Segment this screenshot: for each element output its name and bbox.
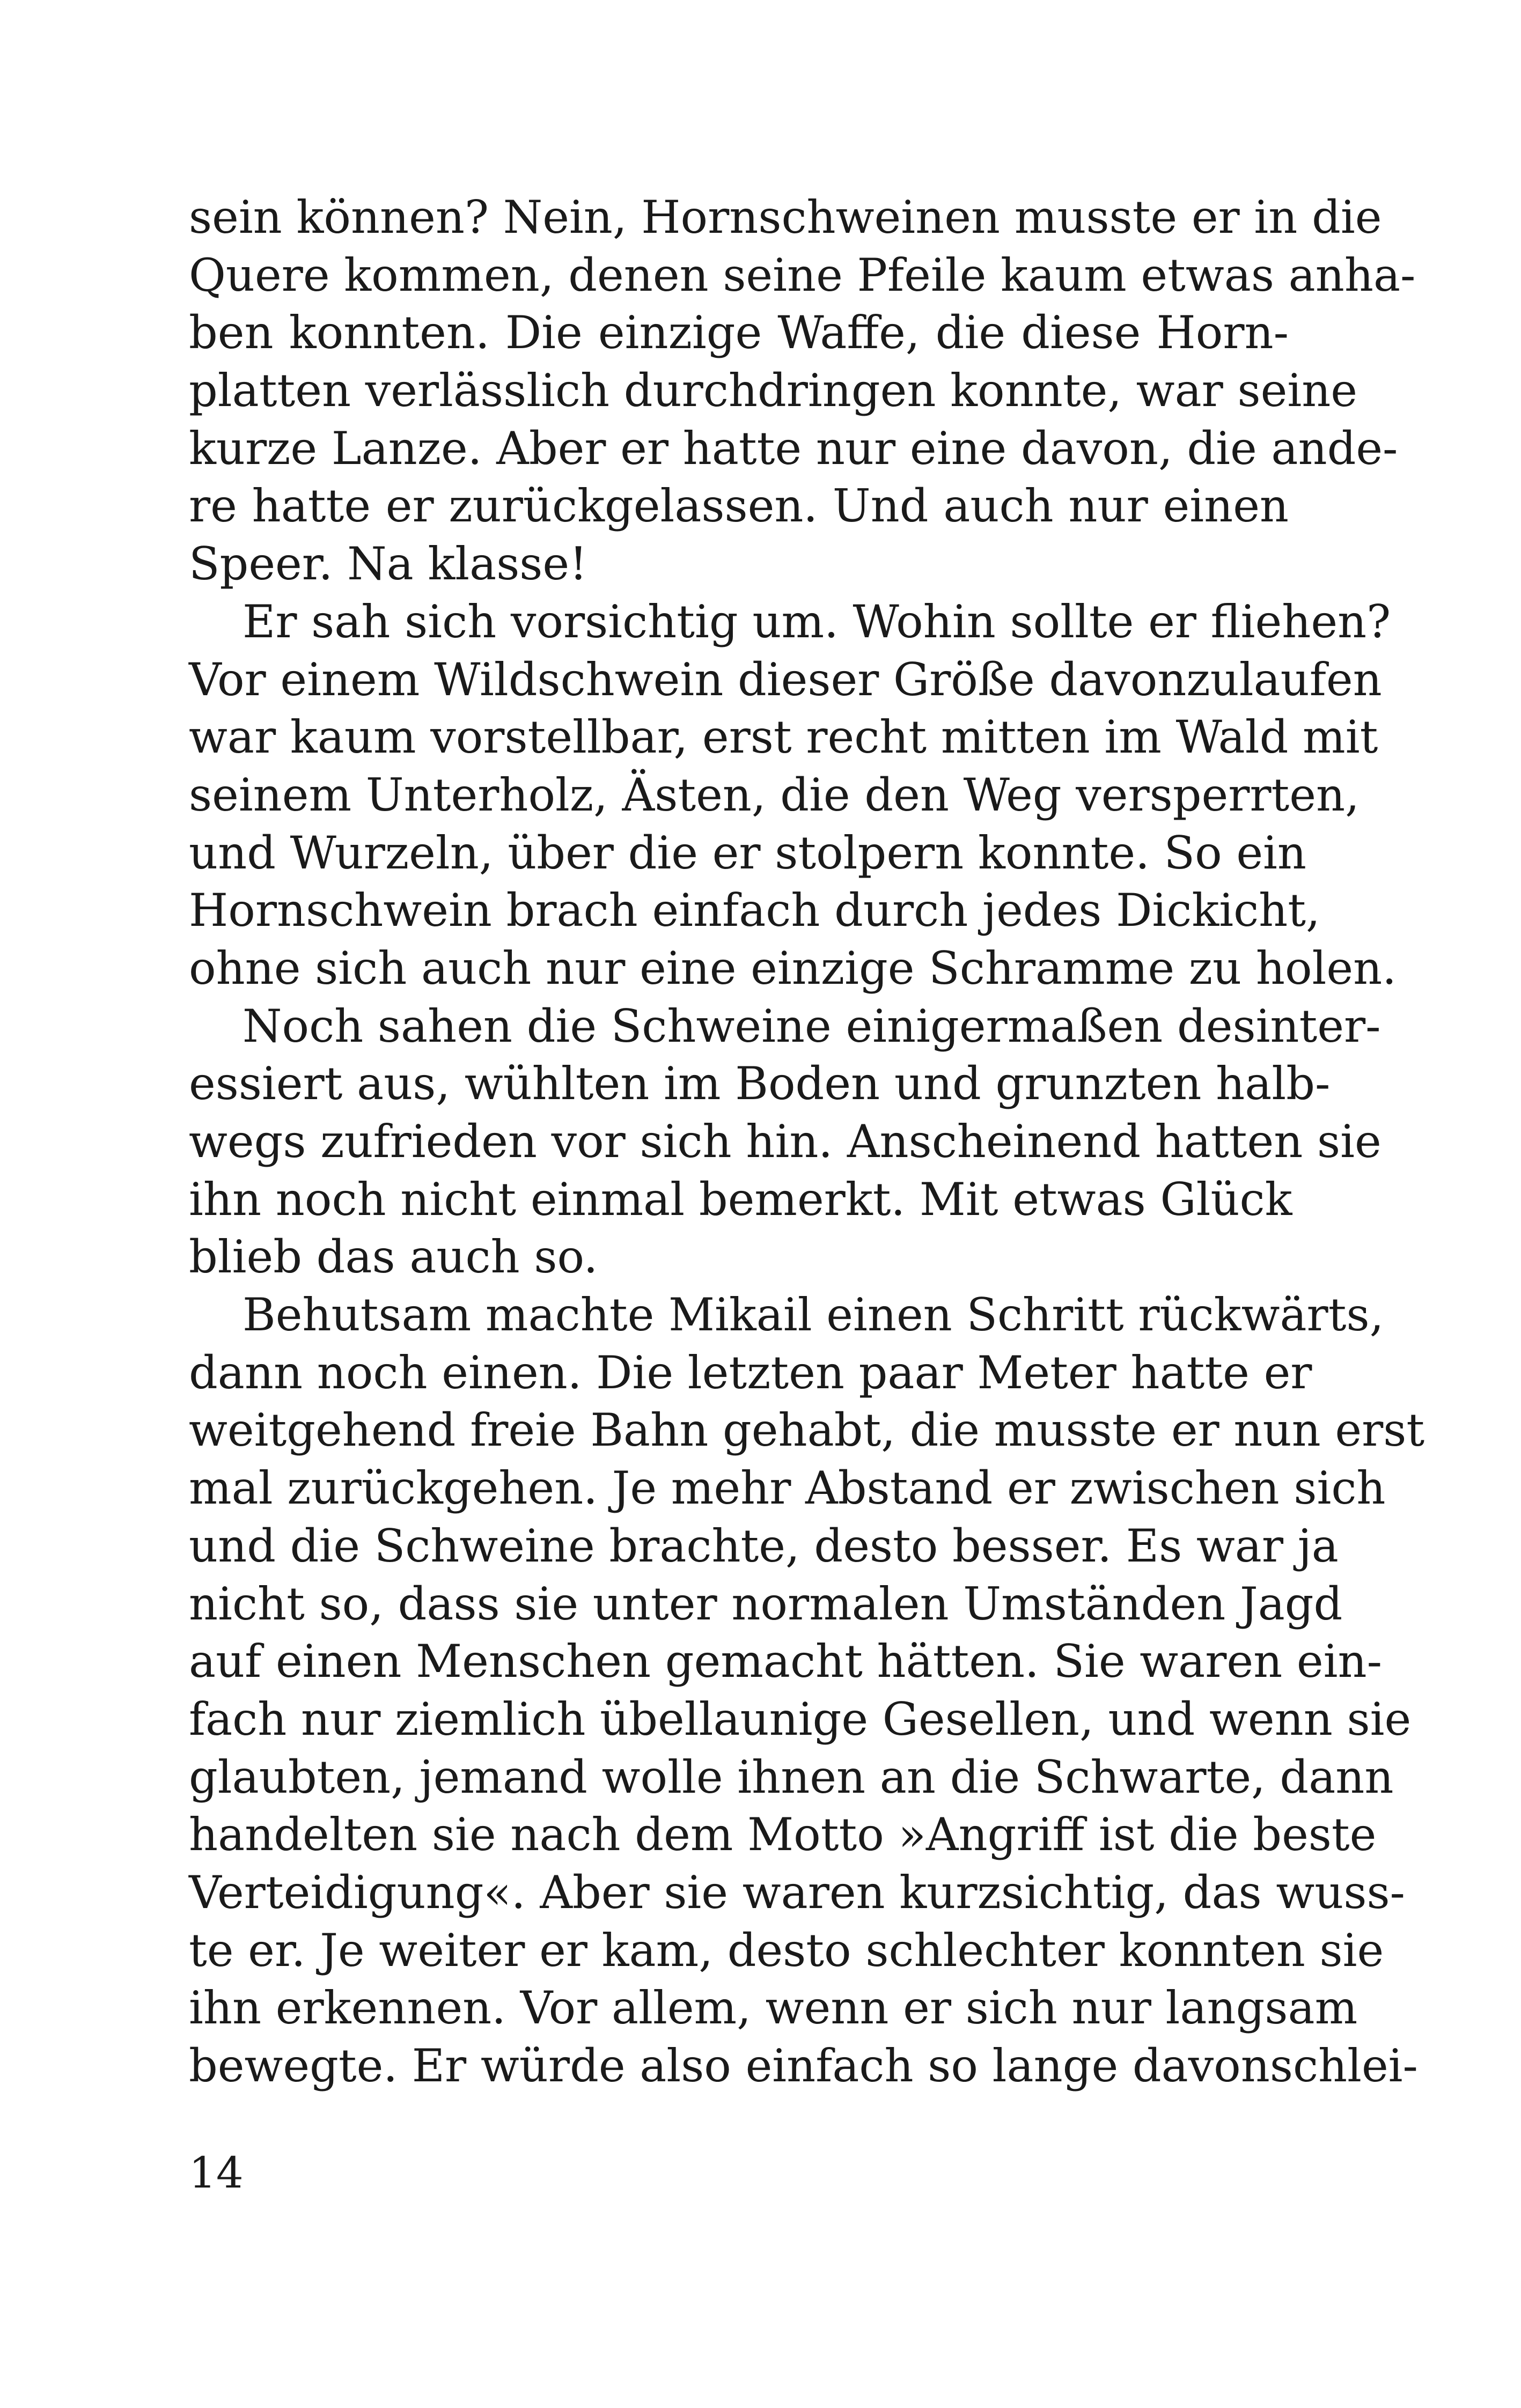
text-line: glaubten, jemand wolle ihnen an die Schwarte, dann: [189, 1750, 1394, 1803]
text-line: und die Schweine brachte, desto besser. Es war ja: [189, 1519, 1339, 1572]
page-number: 14: [189, 2148, 244, 2198]
text-line: bewegte. Er würde also einfach so lange davonschlei-: [189, 2039, 1418, 2092]
text-line: Noch sahen die Schweine einigermaßen desinter-: [243, 999, 1381, 1052]
text-line: platten verlässlich durchdringen konnte, war seine: [189, 364, 1358, 417]
text-line: te er. Je weiter er kam, desto schlechter konnten sie: [189, 1924, 1384, 1977]
text-line: Quere kommen, denen seine Pfeile kaum etwas anha-: [189, 248, 1416, 301]
text-line: dann noch einen. Die letzten paar Meter hatte er: [189, 1346, 1312, 1399]
text-line: Vor einem Wildschwein dieser Größe davonzulaufen: [189, 653, 1382, 706]
text-line: war kaum vorstellbar, erst recht mitten im Wald mit: [189, 711, 1378, 764]
text-line: handelten sie nach dem Motto »Angriff ist die beste: [189, 1808, 1377, 1861]
text-line: blieb das auch so.: [189, 1231, 598, 1284]
text-line: kurze Lanze. Aber er hatte nur eine davon, die ande-: [189, 422, 1398, 475]
text-line: Behutsam machte Mikail einen Schritt rückwärts,: [243, 1288, 1384, 1342]
text-line: fach nur ziemlich übellaunige Gesellen, und wenn sie: [189, 1692, 1412, 1746]
text-line: weitgehend freie Bahn gehabt, die musste er nun erst: [189, 1404, 1425, 1457]
text-line: wegs zufrieden vor sich hin. Anscheinend hatten sie: [189, 1115, 1382, 1168]
text-line: ohne sich auch nur eine einzige Schramme zu holen.: [189, 941, 1397, 995]
text-line: essiert aus, wühlten im Boden und grunzten halb-: [189, 1057, 1331, 1110]
body-text: [189, 189, 1425, 2095]
text-line: und Wurzeln, über die er stolpern konnte. So ein: [189, 826, 1307, 879]
text-line: auf einen Menschen gemacht hätten. Sie waren ein-: [189, 1635, 1382, 1688]
text-line: ihn noch nicht einmal bemerkt. Mit etwas Glück: [189, 1173, 1292, 1226]
text-line: Er sah sich vorsichtig um. Wohin sollte er fliehen?: [243, 595, 1391, 648]
text-line: sein können? Nein, Hornschweinen musste er in die: [189, 191, 1382, 244]
text-line: nicht so, dass sie unter normalen Umständen Jagd: [189, 1577, 1343, 1630]
text-line: ihn erkennen. Vor allem, wenn er sich nur langsam: [189, 1982, 1358, 2035]
text-line: ben konnten. Die einzige Waffe, die diese Horn-: [189, 306, 1289, 359]
text-line: Speer. Na klasse!: [189, 537, 587, 591]
text-line: re hatte er zurückgelassen. Und auch nur einen: [189, 480, 1289, 533]
text-line: seinem Unterholz, Ästen, die den Weg versperrten,: [189, 768, 1360, 821]
text-line: Hornschwein brach einfach durch jedes Dickicht,: [189, 884, 1320, 937]
text-line: Verteidigung«. Aber sie waren kurzsichtig, das wuss-: [189, 1866, 1405, 1919]
text-line: mal zurückgehen. Je mehr Abstand er zwischen sich: [189, 1462, 1386, 1515]
